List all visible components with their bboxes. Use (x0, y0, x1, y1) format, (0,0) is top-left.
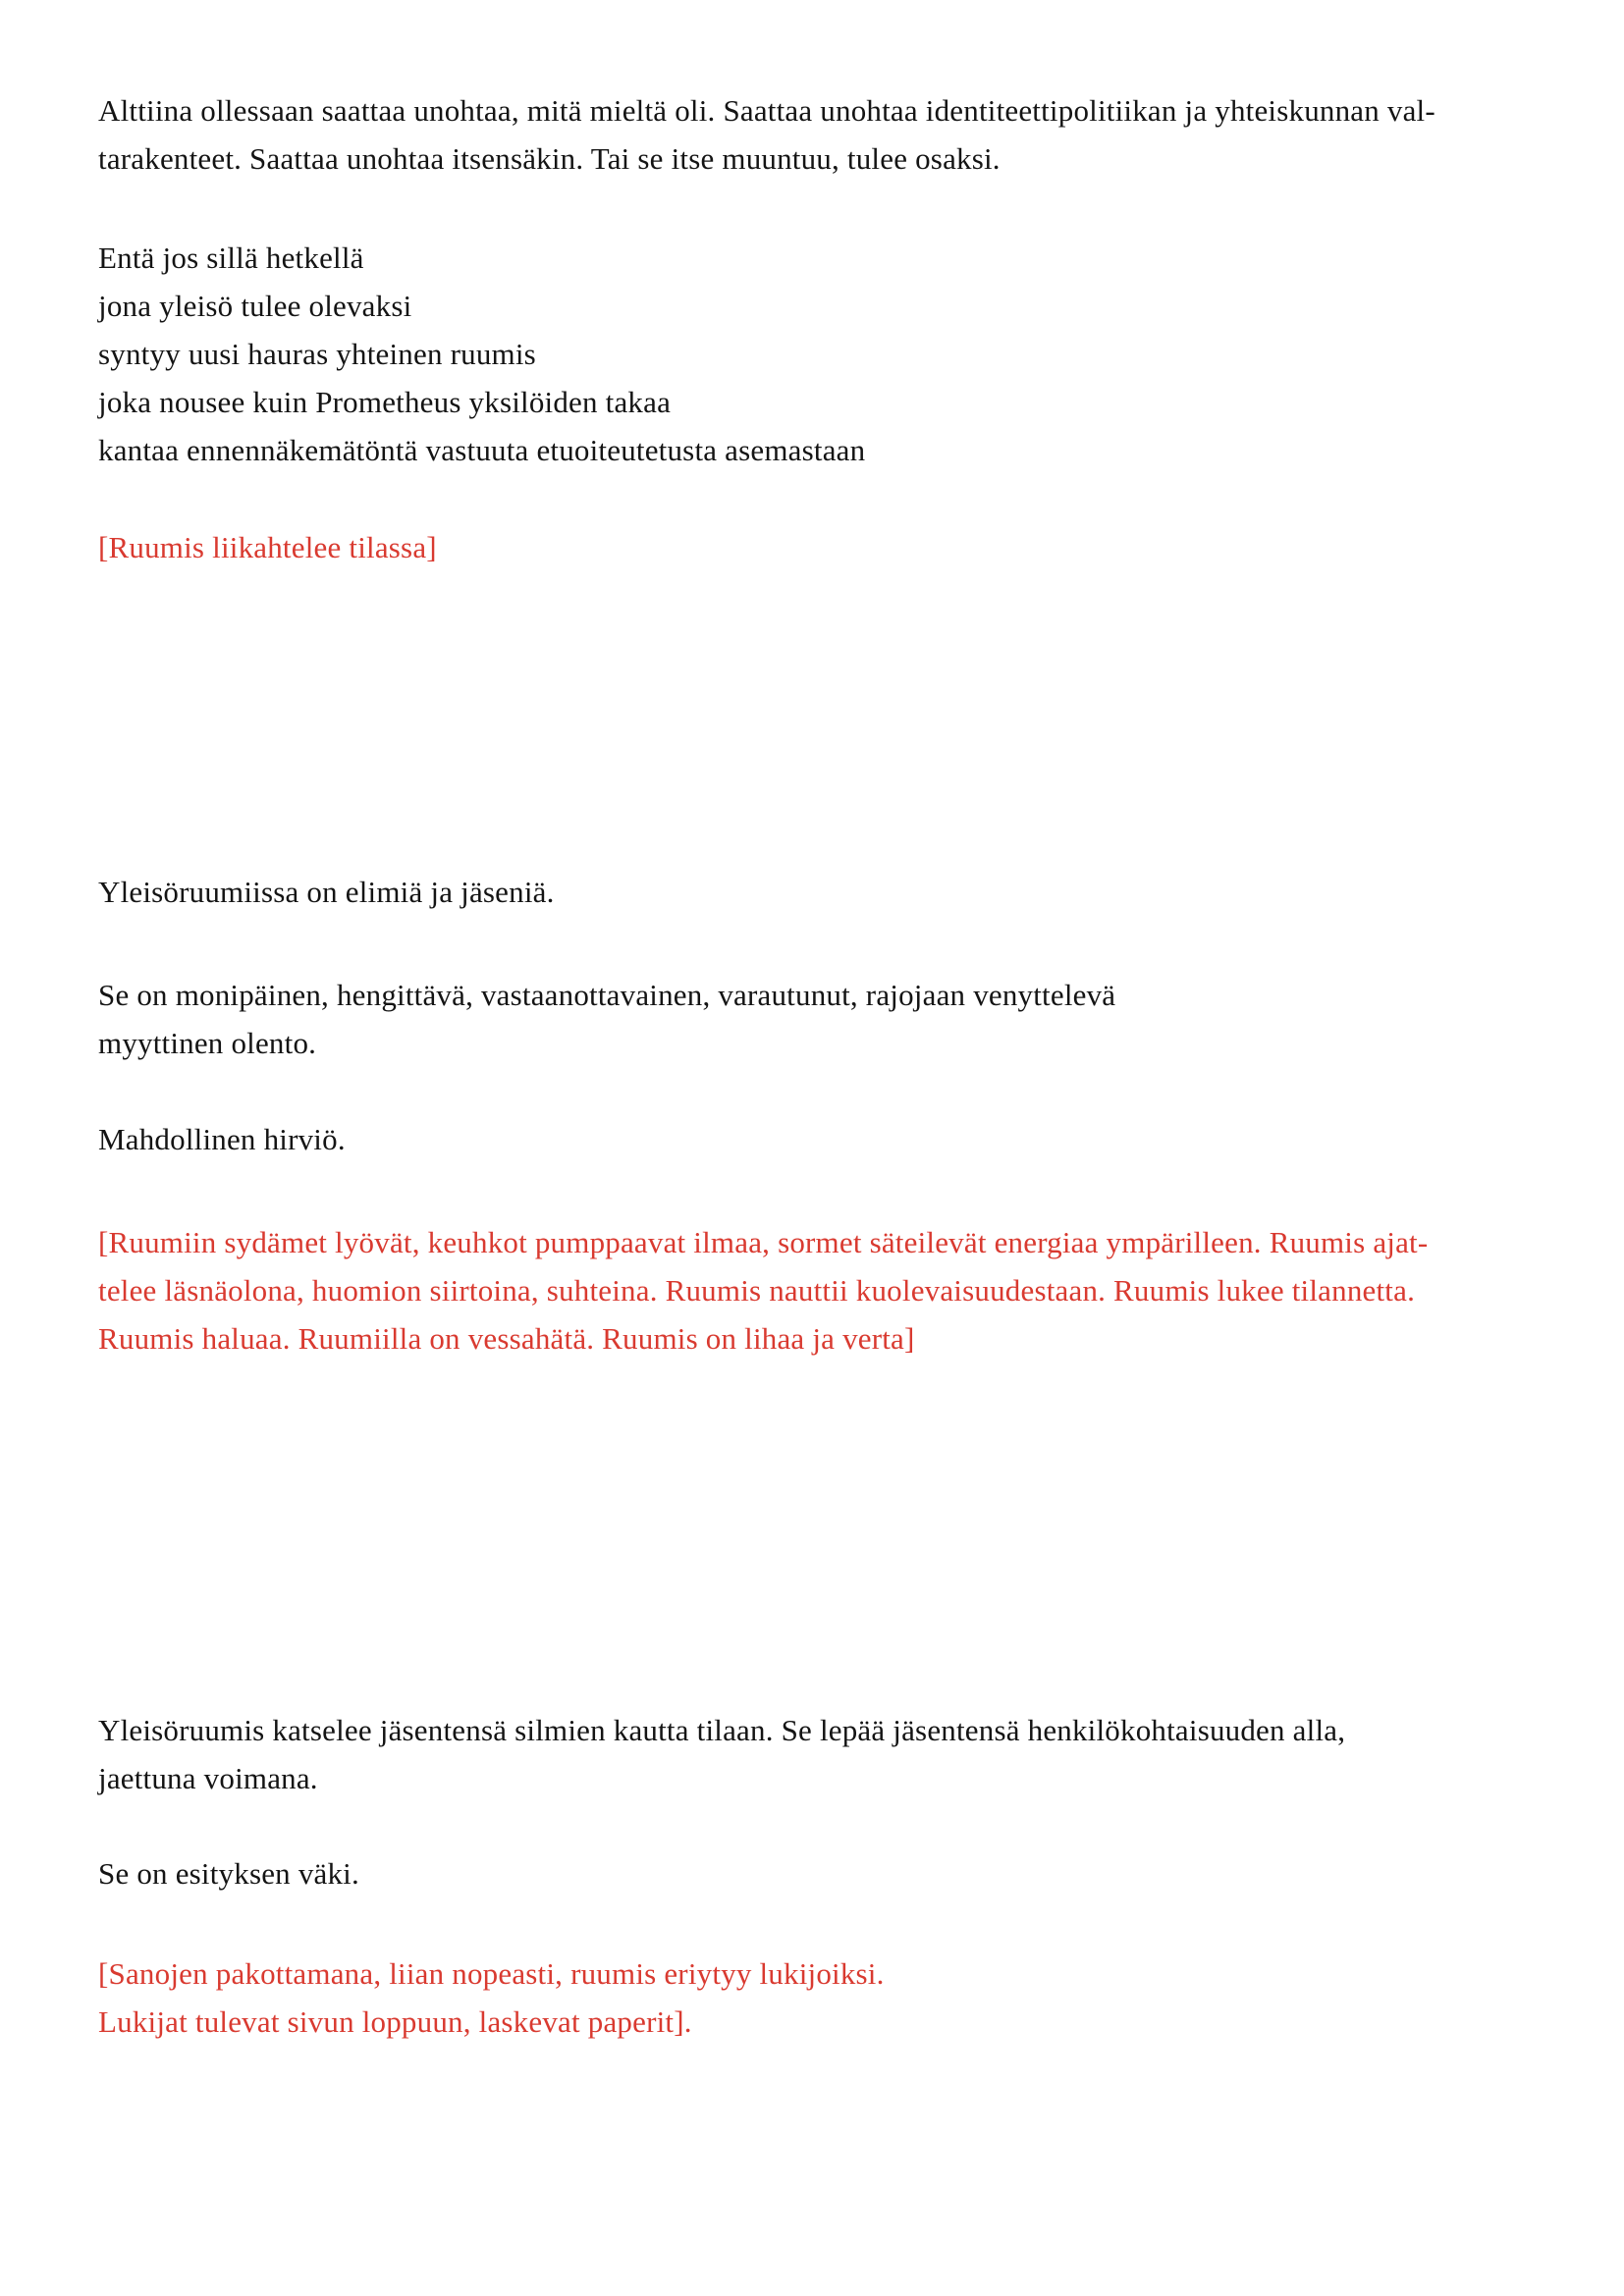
text-line: syntyy uusi hauras yhteinen ruumis (98, 337, 536, 371)
text-line: jaettuna voimana. (98, 1761, 318, 1795)
text-line: telee läsnäolona, huomion siirtoina, suhteina. Ruumis nauttii kuolevaisuudestaan. Ruumis lukee tilannetta. (98, 1273, 1416, 1308)
text-line: Entä jos sillä hetkellä (98, 240, 364, 275)
text-line: Mahdollinen hirviö. (98, 1122, 346, 1156)
text-line: Lukijat tulevat sivun loppuun, laskevat paperit]. (98, 2004, 692, 2039)
text-line: joka nousee kuin Prometheus yksilöiden takaa (98, 385, 672, 419)
text-line: kantaa ennennäkemätöntä vastuuta etuoiteutetusta asemastaan (98, 433, 866, 467)
text-line: Se on esityksen väki. (98, 1856, 359, 1891)
paragraph-possible-monster (98, 1115, 1545, 1163)
paragraph-mythic-being (98, 971, 1545, 1067)
stage-direction-3 (98, 1949, 1545, 2046)
intro-paragraph (98, 86, 1545, 183)
paragraph-audience-body-gaze (98, 1706, 1545, 1802)
text-line: myyttinen olento. (98, 1026, 317, 1060)
text-line: [Ruumiin sydämet lyövät, keuhkot pumppaavat ilmaa, sormet säteilevät energiaa ympärilleen. Ruumis ajat- (98, 1225, 1429, 1259)
text-line: Se on monipäinen, hengittävä, vastaanottavainen, varautunut, rajojaan venyttelevä (98, 978, 1116, 1012)
text-line: Yleisöruumiissa on elimiä ja jäseniä. (98, 875, 555, 909)
text-line: Yleisöruumis katselee jäsentensä silmien kautta tilaan. Se lepää jäsentensä henkilökohtaisuuden alla, (98, 1713, 1346, 1747)
text-line: Alttiina ollessaan saattaa unohtaa, mitä mieltä oli. Saattaa unohtaa identiteettipolitiikan ja yhteiskunnan val- (98, 93, 1435, 128)
text-line: jona yleisö tulee olevaksi (98, 289, 412, 323)
stage-direction-2 (98, 1218, 1545, 1362)
text-line: [Ruumis liikahtelee tilassa] (98, 530, 437, 564)
stage-direction-1 (98, 523, 1545, 571)
paragraph-organs-members (98, 868, 1545, 916)
text-line: tarakenteet. Saattaa unohtaa itsensäkin. Tai se itse muuntuu, tulee osaksi. (98, 141, 1001, 176)
text-line: Ruumis haluaa. Ruumiilla on vessahätä. Ruumis on lihaa ja verta] (98, 1321, 915, 1356)
text-line: [Sanojen pakottamana, liian nopeasti, ruumis eriytyy lukijoiksi. (98, 1956, 885, 1991)
paragraph-performance-folk (98, 1849, 1545, 1897)
poem-stanza (98, 234, 1545, 474)
